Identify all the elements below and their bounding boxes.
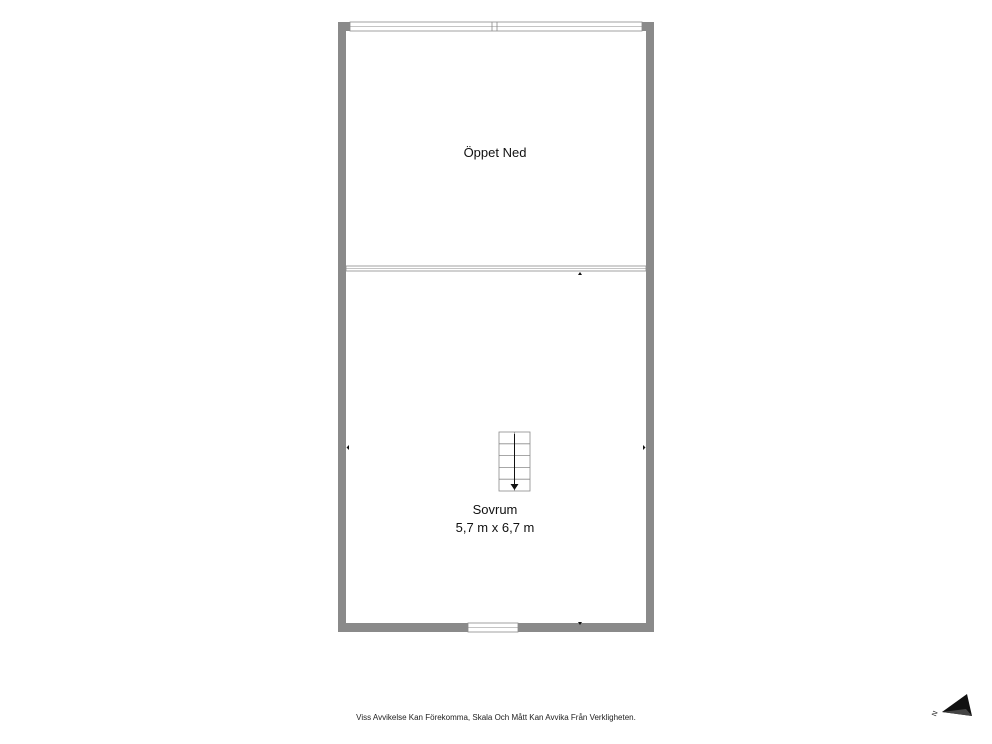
window-bottom [468, 623, 518, 632]
disclaimer-text: Viss Avvikelse Kan Förekomma, Skala Och Mått Kan Avvika Från Verkligheten. [356, 713, 636, 722]
divider-railing [346, 266, 646, 271]
room-name: Sovrum [472, 502, 518, 517]
staircase [499, 432, 530, 491]
marker-left [347, 445, 350, 450]
compass-label: N [931, 710, 940, 718]
room-dimensions: 5,7 m x 6,7 m [455, 520, 535, 535]
room-open-below [395, 144, 595, 162]
window-top [350, 22, 642, 31]
marker-divider [578, 272, 582, 275]
room-bedroom [395, 501, 595, 537]
room-name: Öppet Ned [463, 145, 527, 160]
wall-right [646, 22, 654, 632]
wall-left [338, 22, 346, 632]
compass-icon [942, 694, 972, 716]
marker-right [643, 445, 646, 450]
